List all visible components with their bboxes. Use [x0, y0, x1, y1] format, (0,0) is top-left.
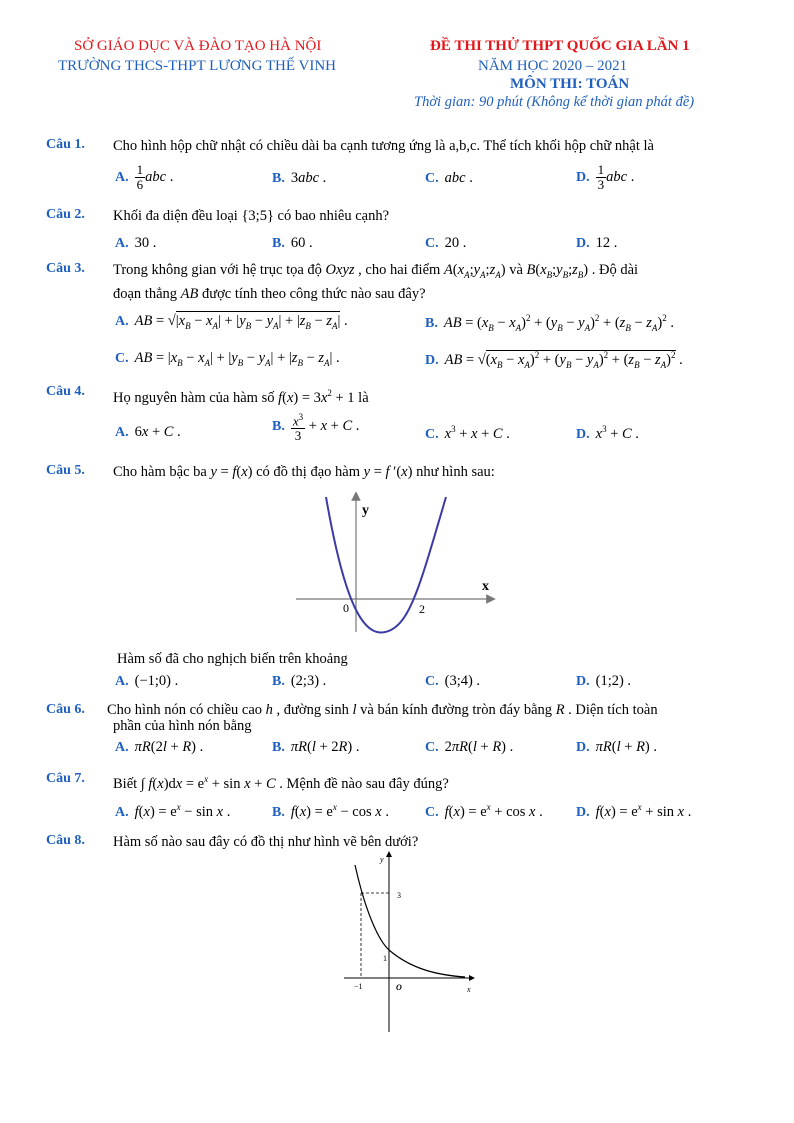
question-6-text-line2: phần của hình nón bằng — [113, 718, 252, 734]
q5-option-d[interactable]: D. (1;2) . — [576, 673, 632, 689]
q5-option-a[interactable]: A. (−1;0) . — [115, 673, 179, 689]
q1-option-a[interactable]: A. $\frac{1}{6}$ abc . — [115, 162, 174, 192]
q7-option-a[interactable]: A. $f(x) = e^x - \sin x$ . — [115, 802, 231, 820]
q3-option-b[interactable]: B. AB = $(x_B - x_A)^2 + (y_B - y_A)^2 + (z_B - z_A)^2$ . — [425, 313, 675, 333]
q3-option-d[interactable]: D. AB = $√(x_B - x_A)^2 + (y_B - y_A)^2 + (z_B - z_A)^2$ . — [425, 350, 683, 370]
question-8-label: Câu 8. — [46, 833, 85, 848]
q2-option-b[interactable]: B. 60 . — [272, 235, 313, 251]
question-3-label: Câu 3. — [46, 261, 85, 276]
q1-option-c[interactable]: C. abc . — [425, 170, 473, 186]
q6-option-d[interactable]: D. πR(l + R) . — [576, 739, 658, 755]
question-5-text: Cho hàm bậc ba y = f(x) có đồ thị đạo hàm y = f ′(x) như hình sau: — [113, 464, 495, 480]
subject: MÔN THI: TOÁN — [510, 76, 630, 92]
q2-option-a[interactable]: A. 30 . — [115, 235, 157, 251]
q3-option-c[interactable]: C. AB = $|x_B - x_A| + |y_B - y_A| + |z_B - z_A|$ . — [115, 350, 340, 368]
q7-option-c[interactable]: C. $f(x) = e^x + \cos x$ . — [425, 802, 543, 820]
question-2-label: Câu 2. — [46, 207, 85, 222]
exponential-curve — [355, 865, 465, 977]
question-3-text-line2: đoạn thẳng AB được tính theo công thức nào sau đây? — [113, 286, 426, 302]
q6-option-a[interactable]: A. πR(2l + R) . — [115, 739, 204, 755]
question-6-label: Câu 6. — [46, 702, 85, 717]
department-name: SỞ GIÁO DỤC VÀ ĐÀO TẠO HÀ NỘI — [74, 38, 322, 54]
q2-option-c[interactable]: C. 20 . — [425, 235, 467, 251]
tick-neg1: −1 — [354, 982, 363, 991]
q6-option-b[interactable]: B. πR(l + 2R) . — [272, 739, 360, 755]
exam-title: ĐỀ THI THỬ THPT QUỐC GIA LẦN 1 — [430, 38, 690, 54]
q7-option-d[interactable]: D. $f(x) = e^x + \sin x$ . — [576, 802, 692, 820]
tick-1: 1 — [383, 954, 387, 963]
exponential-graph — [340, 850, 480, 1035]
tick-2: 2 — [419, 602, 425, 616]
q7-option-b[interactable]: B. $f(x) = e^x - \cos x$ . — [272, 802, 389, 820]
question-7-text: Biết ∫ $f(x)dx = e^x + \sin x + C$ . Mệnh đề nào sau đây đúng? — [113, 774, 449, 792]
derivative-graph — [296, 492, 496, 637]
school-year: NĂM HỌC 2020 – 2021 — [478, 58, 628, 74]
question-3-text-line1: Trong không gian với hệ trục tọa độ Oxyz , cho hai điểm $A(x_A;y_A;z_A)$ và $B(x_B;y_B;z_B)$ . Độ dài — [113, 262, 639, 280]
q5-option-c[interactable]: C. (3;4) . — [425, 673, 481, 689]
y-axis-label: y — [380, 855, 384, 864]
question-5-label: Câu 5. — [46, 463, 85, 478]
q2-option-d[interactable]: D. 12 . — [576, 235, 618, 251]
x-axis-label: x — [482, 579, 489, 594]
q4-option-b[interactable]: B. $\frac{x^3}{3}$ + x + C . — [272, 412, 360, 444]
q4-option-c[interactable]: C. $x^3 + x + C$ . — [425, 424, 510, 442]
tick-3: 3 — [397, 891, 401, 900]
question-4-text: Họ nguyên hàm của hàm số $f(x) = 3x^2 + 1$ là — [113, 388, 369, 406]
q4-option-a[interactable]: A. 6x + C . — [115, 424, 181, 440]
y-axis-label: y — [362, 503, 369, 518]
question-2-text: Khối đa diện đều loại {3;5} có bao nhiêu cạnh? — [113, 208, 390, 224]
q5-option-b[interactable]: B. (2;3) . — [272, 673, 327, 689]
question-5-followup: Hàm số đã cho nghịch biến trên khoảng — [117, 651, 348, 667]
school-name: TRƯỜNG THCS-THPT LƯƠNG THẾ VINH — [58, 58, 337, 74]
exam-duration: Thời gian: 90 phút (Không kể thời gian phát đề) — [414, 94, 695, 110]
question-1-text: Cho hình hộp chữ nhật có chiều dài ba cạnh tương ứng là a,b,c. Thể tích khối hộp chữ nhật là — [113, 138, 654, 154]
q1-option-d[interactable]: D. $\frac{1}{3}$ abc . — [576, 162, 635, 192]
question-6-text-line1: Cho hình nón có chiều cao h , đường sinh l và bán kính đường tròn đáy bằng R . Diện tích toàn — [107, 702, 658, 718]
origin-label: O — [396, 983, 402, 992]
question-1-label: Câu 1. — [46, 137, 85, 152]
q6-option-c[interactable]: C. 2πR(l + R) . — [425, 739, 514, 755]
q1-option-b[interactable]: B. 3abc . — [272, 170, 327, 186]
question-8-text: Hàm số nào sau đây có đồ thị như hình vẽ bên dưới? — [113, 834, 419, 850]
tick-0: 0 — [343, 601, 349, 615]
q4-option-d[interactable]: D. $x^3 + C$ . — [576, 424, 639, 442]
question-7-label: Câu 7. — [46, 771, 85, 786]
question-4-label: Câu 4. — [46, 384, 85, 399]
q3-option-a[interactable]: A. AB = $√|x_B - x_A| + |y_B - y_A| + |z_B - z_A|$ . — [115, 313, 348, 331]
x-axis-label: x — [467, 985, 471, 994]
